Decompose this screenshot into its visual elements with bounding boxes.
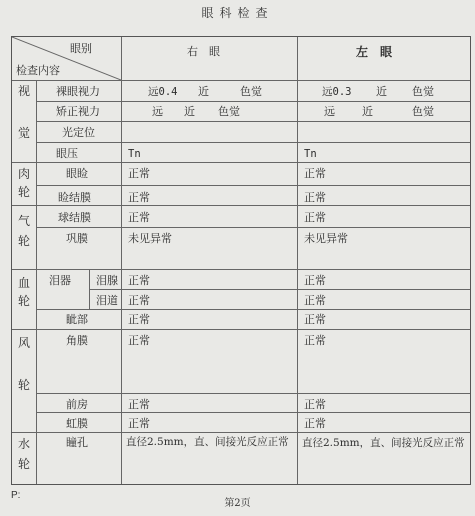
item-corrected-vision: 矫正视力 [56,105,100,118]
right-sclera: 未见异常 [128,232,172,245]
item-iop: 眼压 [56,147,78,160]
column-line [297,37,298,485]
item-sclera: 巩膜 [66,232,88,245]
row-line [36,121,471,122]
item-light-location: 光定位 [62,126,95,139]
left-pupil: 直径2.5mm，直、间接光反应正常 [302,437,465,449]
category-shui-2: 轮 [18,457,31,471]
footer-p-label: P: [11,490,21,501]
right-cornea: 正常 [128,334,150,347]
left-bulbar: 正常 [304,211,326,224]
row-line [12,205,471,206]
left-naked-far: 远0.3 [322,86,352,98]
right-iop: Tn [128,148,141,160]
right-eyelid: 正常 [128,167,150,180]
right-naked-near: 近 [198,85,209,98]
row-line [36,412,471,413]
left-cornea: 正常 [304,334,326,347]
category-xue-2: 轮 [18,294,31,308]
row-line [12,269,471,270]
row-line [36,101,471,102]
right-corr-near: 近 [184,105,195,118]
left-naked-near: 近 [376,85,387,98]
left-corr-far: 远 [324,105,335,118]
row-line [12,432,471,433]
right-bulbar: 正常 [128,211,150,224]
left-lacrimal-duct: 正常 [304,294,326,307]
category-qi-1: 气 [18,214,31,228]
item-cornea: 角膜 [66,334,88,347]
right-corr-far: 远 [152,105,163,118]
item-lacrimal-duct: 泪道 [96,294,118,307]
item-anterior-chamber: 前房 [66,398,88,411]
category-feng-1: 风 [18,336,31,350]
row-line [89,289,471,290]
row-line [36,142,471,143]
column-line [89,269,90,309]
header-content-label: 检查内容 [16,64,60,77]
page-number: 第2页 [224,498,251,509]
row-line [12,162,471,163]
category-rou-2: 轮 [18,185,31,199]
right-naked-color: 色觉 [240,85,262,98]
item-bulbar: 球结膜 [58,211,91,224]
row-line [36,309,471,310]
left-canthus: 正常 [304,313,326,326]
item-canthus: 眦部 [66,313,88,326]
right-chamber: 正常 [128,398,150,411]
header-eye-label: 眼别 [70,42,92,55]
right-iris: 正常 [128,417,150,430]
right-lacrimal-duct: 正常 [128,294,150,307]
left-chamber: 正常 [304,398,326,411]
category-qi-2: 轮 [18,234,31,248]
left-palpebral: 正常 [304,191,326,204]
category-xue-1: 血 [18,276,31,290]
row-line [36,227,471,228]
right-naked-far: 远0.4 [148,86,178,98]
page-title: 眼科检查 [201,6,274,20]
column-line [121,37,122,485]
left-iris: 正常 [304,417,326,430]
right-corr-color: 色觉 [218,105,240,118]
category-vision-2: 觉 [18,126,31,140]
header-left-eye: 左 眼 [356,45,393,59]
left-corr-near: 近 [362,105,373,118]
column-line [36,80,37,485]
category-rou-1: 肉 [18,167,31,181]
item-naked-vision: 裸眼视力 [56,85,100,98]
left-corr-color: 色觉 [412,105,434,118]
item-lacrimal: 泪器 [49,274,71,287]
row-line [36,185,471,186]
category-shui-1: 水 [18,437,31,451]
right-palpebral: 正常 [128,191,150,204]
item-pupil: 瞳孔 [66,436,88,449]
left-sclera: 未见异常 [304,232,348,245]
right-lacrimal-gland: 正常 [128,274,150,287]
row-line [36,393,471,394]
item-iris: 虹膜 [66,417,88,430]
item-eyelid: 眼睑 [66,167,88,180]
left-eyelid: 正常 [304,167,326,180]
item-lacrimal-gland: 泪腺 [96,274,118,287]
row-line [12,329,471,330]
category-vision-1: 视 [18,84,31,98]
row-line [12,80,471,81]
right-pupil: 直径2.5mm，直、间接光反应正常 [126,436,289,448]
left-lacrimal-gland: 正常 [304,274,326,287]
category-feng-2: 轮 [18,378,31,392]
exam-table [11,36,471,485]
left-iop: Tn [304,148,317,160]
left-naked-color: 色觉 [412,85,434,98]
item-palpebral: 睑结膜 [58,191,91,204]
right-canthus: 正常 [128,313,150,326]
header-right-eye: 右 眼 [187,45,220,58]
